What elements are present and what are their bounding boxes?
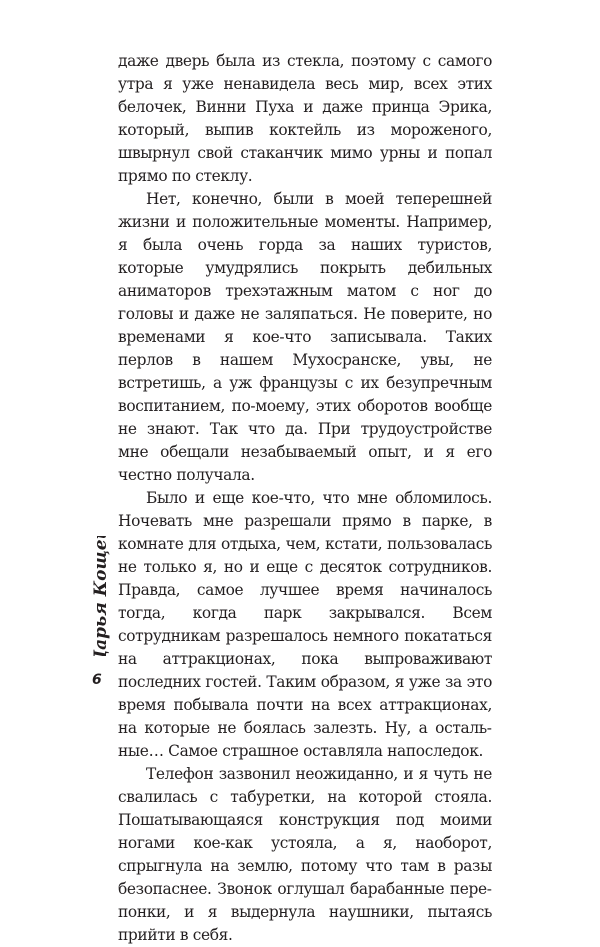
paragraph-2: Нет, конечно, были в моей теперешней жизни и положительные моменты. Например, я была очень горда за наших туристов, которые умудрялись покрыть дебильных аниматоров трехэтажным матом с ног до головы и даже не заляпаться. Не поверите, но временами я кое-что записывала. Таких перлов в нашем Мухосранске, увы, не встретишь, а уж французы с их безупречным воспитанием, по-моему, этих оборотов вообще не знают. Так что да. При трудоустройстве мне обещали незабываемый опыт, и я его честно получала. — [118, 190, 492, 484]
running-head-text: Дарья Кощей — [91, 536, 111, 656]
paragraph-4: Телефон зазвонил неожиданно, и я чуть не свалилась с табуретки, на которой стояла. Пошатывающаяся конструкция под моими ногами кое-как устояла, а я, наоборот, спрыгнула на землю, потому что там в разы безопаснее. Звонок оглушал барабанные перепонки, и я выдернула наушники, пытаясь прийти в себя. — [118, 765, 492, 944]
paragraph-3: Было и еще кое-что, что мне обломилось. Ночевать мне разрешали прямо в парке, в комнате для отдыха, чем, кстати, пользовалась не только я, но и еще с десяток сотрудников. Правда, самое лучшее время начиналось тогда, когда парк закрывался. Всем сотрудникам разрешалось немного покататься на аттракционах, пока выпроваживают последних гостей. Таким образом, я уже за это время побывала почти на всех аттракционах, на которые не боялась залезть. Ну, а остальные… Самое страшное оставляла напоследок. — [118, 489, 492, 760]
paragraph-1: даже дверь была из стекла, поэтому с самого утра я уже ненавидела весь мир, всех этих белочек, Винни Пуха и даже принца Эрика, который, выпив коктейль из мороженого, швырнул свой стаканчик мимо урны и попал прямо по стеклу. — [118, 52, 492, 185]
author-name-script-icon — [83, 536, 117, 656]
author-running-head — [83, 536, 117, 656]
body-text — [118, 50, 492, 947]
page-number: 6 — [92, 672, 102, 688]
